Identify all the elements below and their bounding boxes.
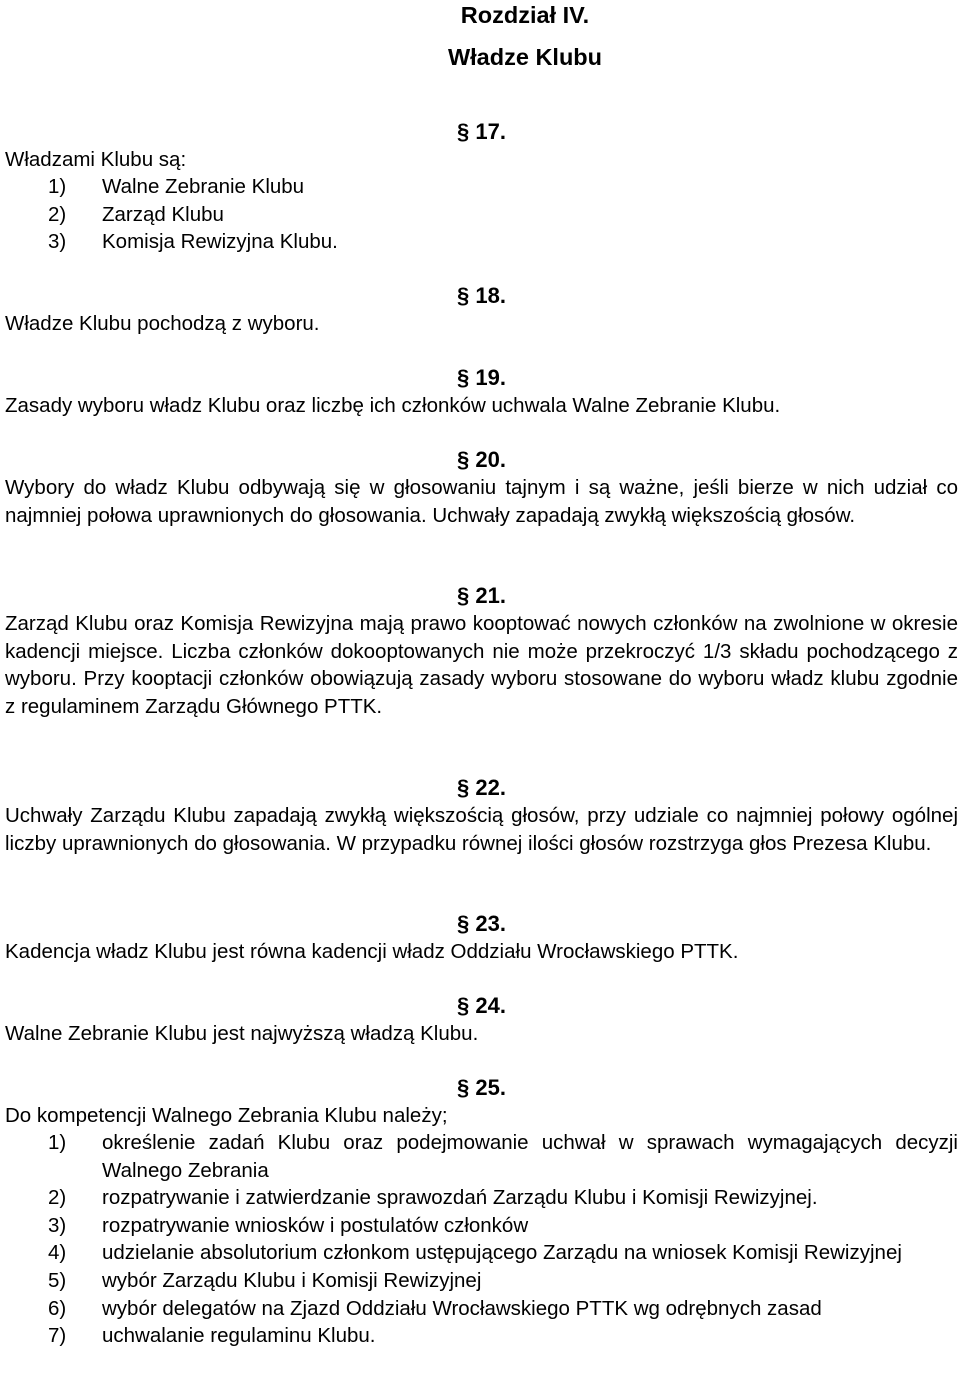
section-21-text: Zarząd Klubu oraz Komisja Rewizyjna mają prawo kooptować nowych członków na zwolnione w okresie kadencji miejsce. Liczba członków dokooptowanych nie może przekroczyć 1/3 składu pochodzącego z wyboru. Przy kooptacji członków obowiązują zasady wyboru stosowane do wyboru władz klubu zgodnie z regulaminem Zarządu Głównego PTTK.: [5, 612, 958, 718]
list-item: [5, 1322, 958, 1350]
section-19-text: Zasady wyboru władz Klubu oraz liczbę ich członków uchwala Walne Zebranie Klubu.: [5, 394, 781, 417]
section-24-number: § 24.: [457, 993, 506, 1018]
section-21-number: § 21.: [457, 583, 506, 608]
list-item-number: 1): [48, 175, 67, 198]
list-item: [5, 201, 958, 229]
section-22-text: Uchwały Zarządu Klubu zapadają zwykłą większością głosów, przy udziale co najmniej połowy ogólnej liczby uprawnionych do głosowania. W przypadku równej ilości głosów rozstrzyga głos Prezesa Klubu.: [5, 804, 958, 855]
section-25-number: § 25.: [457, 1075, 506, 1100]
list-item-text: Komisja Rewizyjna Klubu.: [102, 230, 338, 254]
list-item-number: 1): [48, 1131, 67, 1154]
section-20-text: Wybory do władz Klubu odbywają się w głosowaniu tajnym i są ważne, jeśli bierze w nich udział co najmniej połowa uprawnionych do głosowania. Uchwały zapadają zwykłą większością głosów.: [5, 476, 958, 527]
section-20-number: § 20.: [457, 447, 506, 472]
list-item-number: 7): [48, 1324, 67, 1348]
list-item-text: rozpatrywanie i zatwierdzanie sprawozdań Zarządu Klubu i Komisji Rewizyjnej.: [102, 1186, 818, 1210]
list-item: [5, 228, 958, 256]
section-25-list: [5, 1129, 958, 1350]
section-23-number: § 23.: [457, 911, 506, 936]
list-item-text: Zarząd Klubu: [102, 202, 224, 226]
list-item-number: 4): [48, 1241, 67, 1265]
list-item-text: wybór delegatów na Zjazd Oddziału Wrocławskiego PTTK wg odrębnych zasad: [102, 1296, 822, 1320]
list-item: [5, 1129, 958, 1184]
list-item-number: 3): [48, 230, 67, 254]
list-item-text: rozpatrywanie wniosków i postulatów członków: [102, 1213, 529, 1237]
list-item-text: wybór Zarządu Klubu i Komisji Rewizyjnej: [102, 1268, 482, 1292]
list-item-text: określenie zadań Klubu oraz podejmowanie uchwał w sprawach wymagających decyzji Walnego Zebrania: [102, 1131, 958, 1182]
section-24-text: Walne Zebranie Klubu jest najwyższą władzą Klubu.: [5, 1022, 479, 1045]
chapter-title: Władze Klubu: [447, 44, 603, 70]
list-item: [5, 1239, 958, 1267]
chapter-number: Rozdział IV.: [460, 2, 590, 28]
list-item-text: udzielanie absolutorium członkom ustępującego Zarządu na wniosek Komisji Rewizyjnej: [102, 1241, 902, 1265]
list-item-number: 3): [48, 1213, 67, 1237]
section-23-text: Kadencja władz Klubu jest równa kadencji władz Oddziału Wrocławskiego PTTK.: [5, 940, 739, 963]
section-18-text: Władze Klubu pochodzą z wyboru.: [5, 312, 320, 335]
list-item: [5, 1267, 958, 1295]
section-17-number: § 17.: [457, 119, 506, 144]
list-item-number: 6): [48, 1296, 67, 1320]
list-item-text: uchwalanie regulaminu Klubu.: [102, 1324, 376, 1348]
section-18-number: § 18.: [457, 283, 506, 308]
list-item: [5, 1184, 958, 1212]
section-17-intro: Władzami Klubu są:: [5, 148, 187, 171]
list-item-number: 5): [48, 1268, 67, 1292]
list-item-number: 2): [48, 1186, 67, 1210]
list-item: [5, 173, 958, 201]
list-item: [5, 1212, 958, 1240]
list-item-text: Walne Zebranie Klubu: [102, 175, 305, 198]
list-item-number: 2): [48, 202, 67, 226]
section-19-number: § 19.: [457, 365, 506, 390]
section-22-number: § 22.: [457, 775, 506, 800]
list-item: [5, 1295, 958, 1323]
section-25-intro: Do kompetencji Walnego Zebrania Klubu należy;: [5, 1104, 448, 1127]
section-17-list: [5, 173, 958, 256]
